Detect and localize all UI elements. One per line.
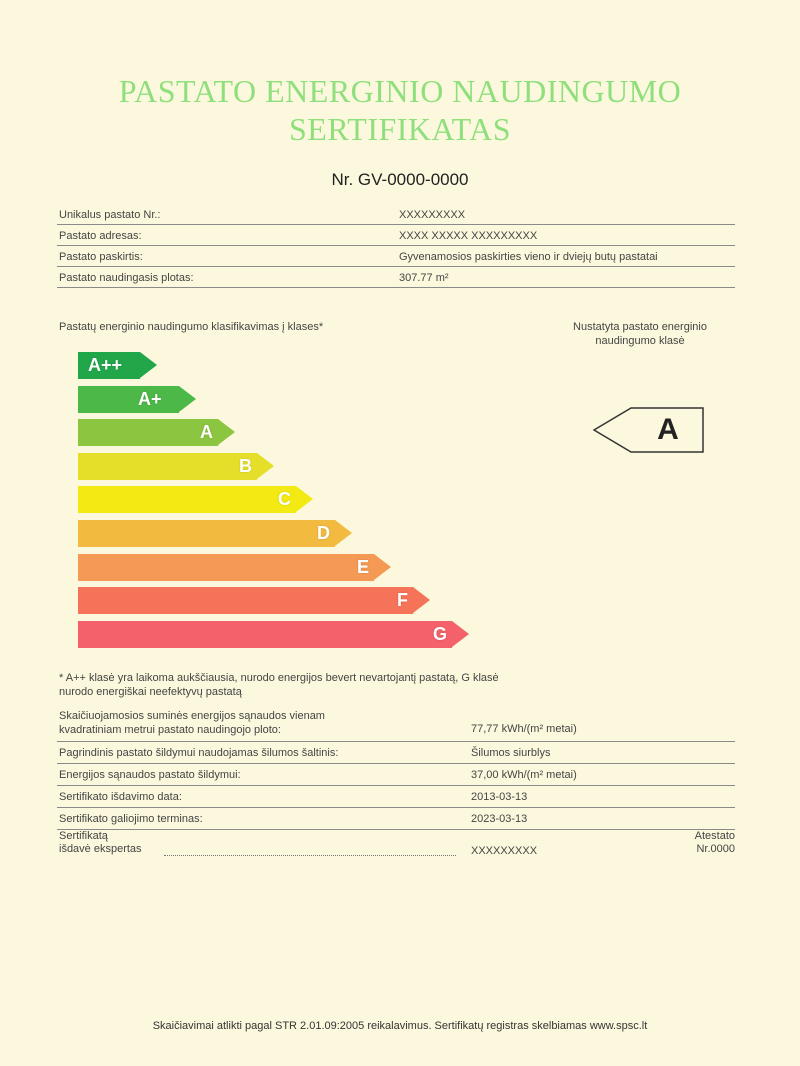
data-value: Šilumos siurblys	[471, 747, 551, 759]
energy-class-label: A++	[88, 355, 123, 375]
data-row-heating-energy	[57, 764, 735, 786]
energy-class-label: F	[397, 590, 408, 611]
bar-arrow-tip	[296, 486, 313, 512]
signature-block	[59, 830, 735, 862]
bar-arrow-tip	[452, 621, 469, 647]
info-value: Gyvenamosios paskirties vieno ir dviejų butų pastatai	[399, 251, 658, 263]
signature-label-line-2: išdavė ekspertas	[59, 843, 142, 855]
registration-line-2: Nr.0000	[696, 843, 735, 855]
info-row-purpose	[57, 246, 735, 267]
bar-arrow-tip	[218, 419, 235, 445]
bar-fill	[78, 587, 413, 614]
bar-fill	[78, 419, 218, 446]
energy-class-bar	[78, 520, 352, 547]
assigned-class-arrow	[593, 407, 705, 453]
data-label: Sertifikato galiojimo terminas:	[59, 813, 203, 825]
expert-name: XXXXXXXXX	[471, 845, 538, 857]
bar-fill	[78, 386, 179, 413]
data-value: 77,77 kWh/(m² metai)	[471, 723, 577, 735]
signature-label-line-1: Sertifikatą	[59, 830, 108, 842]
certificate-title	[0, 72, 800, 148]
info-label: Unikalus pastato Nr.:	[59, 209, 161, 221]
info-label: Pastato naudingasis plotas:	[59, 272, 194, 284]
bar-arrow-tip	[140, 352, 157, 378]
info-row-unique-nr	[57, 204, 735, 225]
energy-class-bar	[78, 554, 391, 581]
data-label	[59, 709, 325, 737]
energy-class-bar	[78, 587, 430, 614]
footnote: * A++ klasė yra laikoma aukščiausia, nurodo energijos bevert nevartojantį pastatą, G klasė nurodo energiškai neefektyvų pastatą	[59, 672, 499, 698]
assigned-class-caption: Nustatyta pastato energinio naudingumo klasė	[573, 321, 707, 347]
energy-class-label: A	[200, 422, 213, 443]
energy-class-bar	[78, 386, 196, 413]
bar-fill	[78, 453, 257, 480]
energy-class-label: B	[239, 455, 252, 476]
data-row-total-energy	[57, 707, 735, 742]
data-row-validity	[57, 808, 735, 830]
bar-fill	[78, 486, 296, 513]
data-label: Energijos sąnaudos pastato šildymui:	[59, 769, 241, 781]
energy-class-bar	[78, 486, 313, 513]
energy-class-bar	[78, 352, 157, 379]
signature-label	[59, 830, 142, 856]
energy-class-bar	[78, 621, 469, 648]
data-value: 2023-03-13	[471, 813, 528, 825]
info-value: XXXXXXXXX	[399, 209, 466, 221]
energy-class-label: C	[278, 489, 291, 510]
title-line-1: PASTATO ENERGINIO NAUDINGUMO	[118, 73, 682, 109]
building-info-table	[57, 204, 735, 288]
signature-line	[164, 855, 456, 856]
info-row-address	[57, 225, 735, 246]
data-value: 2013-03-13	[471, 791, 528, 803]
energy-class-bar	[78, 453, 274, 480]
bar-arrow-tip	[257, 453, 274, 479]
registration-line-1: Atestato	[694, 830, 735, 842]
data-label: Sertifikato išdavimo data:	[59, 791, 182, 803]
title-line-2: SERTIFIKATAS	[289, 111, 511, 147]
energy-class-bar	[78, 419, 235, 446]
info-value: 307.77 m²	[399, 272, 449, 284]
certificate-number: Nr. GV-0000-0000	[331, 170, 469, 189]
energy-class-label: D	[317, 523, 330, 543]
info-label: Pastato adresas:	[59, 230, 142, 242]
energy-class-label: E	[356, 556, 369, 577]
footer-note: Skaičiavimai atlikti pagal STR 2.01.09:2005 reikalavimus. Sertifikatų registras skelbiamas www.spsc.lt	[152, 1020, 648, 1032]
bar-arrow-tip	[413, 587, 430, 613]
certificate-registration	[695, 830, 735, 856]
bar-fill	[78, 554, 374, 581]
scale-caption: Pastatų energinio naudingumo klasifikavimas į klases*	[59, 321, 324, 333]
energy-class-label: A+	[138, 388, 162, 409]
bar-fill	[78, 520, 335, 547]
data-value: 37,00 kWh/(m² metai)	[471, 769, 577, 781]
data-row-heat-source	[57, 742, 735, 764]
assigned-class-letter: A	[657, 413, 679, 446]
info-value: XXXX XXXXX XXXXXXXXX	[399, 230, 538, 242]
bar-fill	[78, 621, 452, 648]
info-row-area	[57, 267, 735, 288]
data-row-issue-date	[57, 786, 735, 808]
energy-data-table	[57, 707, 735, 830]
bar-arrow-tip	[374, 554, 391, 580]
data-label-line-2: kvadratiniam metrui pastato naudingojo ploto:	[59, 724, 281, 736]
data-label: Pagrindinis pastato šildymui naudojamas šilumos šaltinis:	[59, 747, 339, 759]
bar-arrow-tip	[335, 520, 352, 546]
data-label-line-1: Skaičiuojamosios suminės energijos sąnaudos vienam	[59, 710, 325, 722]
energy-class-label: G	[432, 623, 447, 644]
bar-arrow-tip	[179, 386, 196, 412]
info-label: Pastato paskirtis:	[59, 251, 143, 263]
